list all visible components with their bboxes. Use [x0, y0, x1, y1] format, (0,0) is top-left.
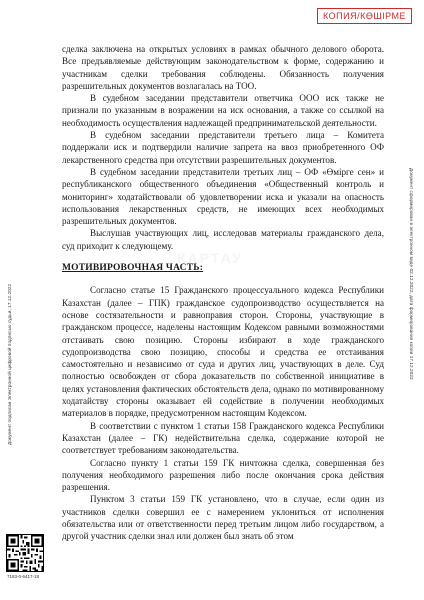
watermark: КАРТАУ	[177, 250, 243, 266]
qr-code-icon	[6, 534, 44, 572]
paragraph: В соответствии с пунктом 1 статьи 158 Гражданского кодекса Республики Казахстан (далее – ГК) недействительна сделка, содержание которой не соответствует требованиям законодательства.	[62, 420, 384, 456]
paragraph: Согласно пункту 1 статьи 159 ГК ничтожна сделка, совершенная без получения необходимого разрешения либо после окончания срока действия разрешения.	[62, 457, 384, 493]
paragraph: В судебном заседании представители третьих лиц – ОФ «Өмірге сен» и республиканского общественного объединения «Общественный контроль и мониторинг» ходатайствовали об удовлетворении иска и указали на опасность использования лекарственных средств, не имеющих всех необходимых разрешительных документов.	[62, 166, 384, 227]
paragraph: сделка заключена на открытых условиях в рамках обычного делового оборота. Все предъявляемые действующим законодательством к форме, содержанию и участникам сделки требования соблюдены. Обязанность получения разрешительных документов возлагалась на ТОО.	[62, 44, 384, 91]
paragraph: В судебном заседании представители третьего лица – Комитета поддержали иск и подтвердили наличие запрета на ввоз приобретенного ОФ лекарственного средства при отсутствии разрешительных документов.	[62, 130, 384, 165]
paragraph: Согласно статье 15 Гражданского процессуального кодекса Республики Казахстан (далее – ГПК) гражданское судопроизводство осуществляется на основе состязательности и равноправия сторон. Стороны, участвующие в гражданском процессе, наделены настоящим Кодексом равными возможностями отстаивать свою позицию. Стороны избирают в ходе гражданского судопроизводства свою позицию, способы и средства ее отстаивания самостоятельно и независимо от суда и других лиц, участвующих в деле. Суд полностью освобожден от сбора доказательств по собственной инициативе в целях установления фактических обстоятельств дела, однако по мотивированному ходатайству стороны оказывает ей содействие в получении необходимых материалов в порядке, предусмотренном настоящим Кодексом.	[62, 285, 384, 419]
document-body	[62, 43, 384, 543]
paragraph: В судебном заседании представители ответчика ООО иск также не признали по указанным в возражении на иск основания, а также со ссылкой на необходимость осуществления надлежащей предпринимательской деятельности.	[62, 93, 384, 128]
paragraph: Выслушав участвующих лиц, исследовав материалы гражданского дела, суд приходит к следующему.	[62, 228, 384, 251]
left-signature-note: Документ подписан Электронной цифровой подписью судьи, 17.12.2022	[7, 283, 12, 445]
right-document-note: Документ сформирован в электронном виде 02.12.2022, дата формирования копии 17.12.2022	[409, 168, 414, 380]
section-heading: МОТИВИРОВОЧНАЯ ЧАСТЬ:	[62, 263, 204, 274]
qr-code-id: 7183-0-6417-18	[7, 574, 40, 579]
copy-stamp: КОПИЯ/КӨШІРМЕ	[317, 8, 412, 24]
paragraph: Пунктом 3 статьи 159 ГК установлено, что в случае, если один из участников сделки совершил ее с намерением уклониться от исполнения обязательства или от ответственности перед третьим лицом либо государством, а другой участник сделки знал или должен был знать об этом	[62, 494, 384, 542]
